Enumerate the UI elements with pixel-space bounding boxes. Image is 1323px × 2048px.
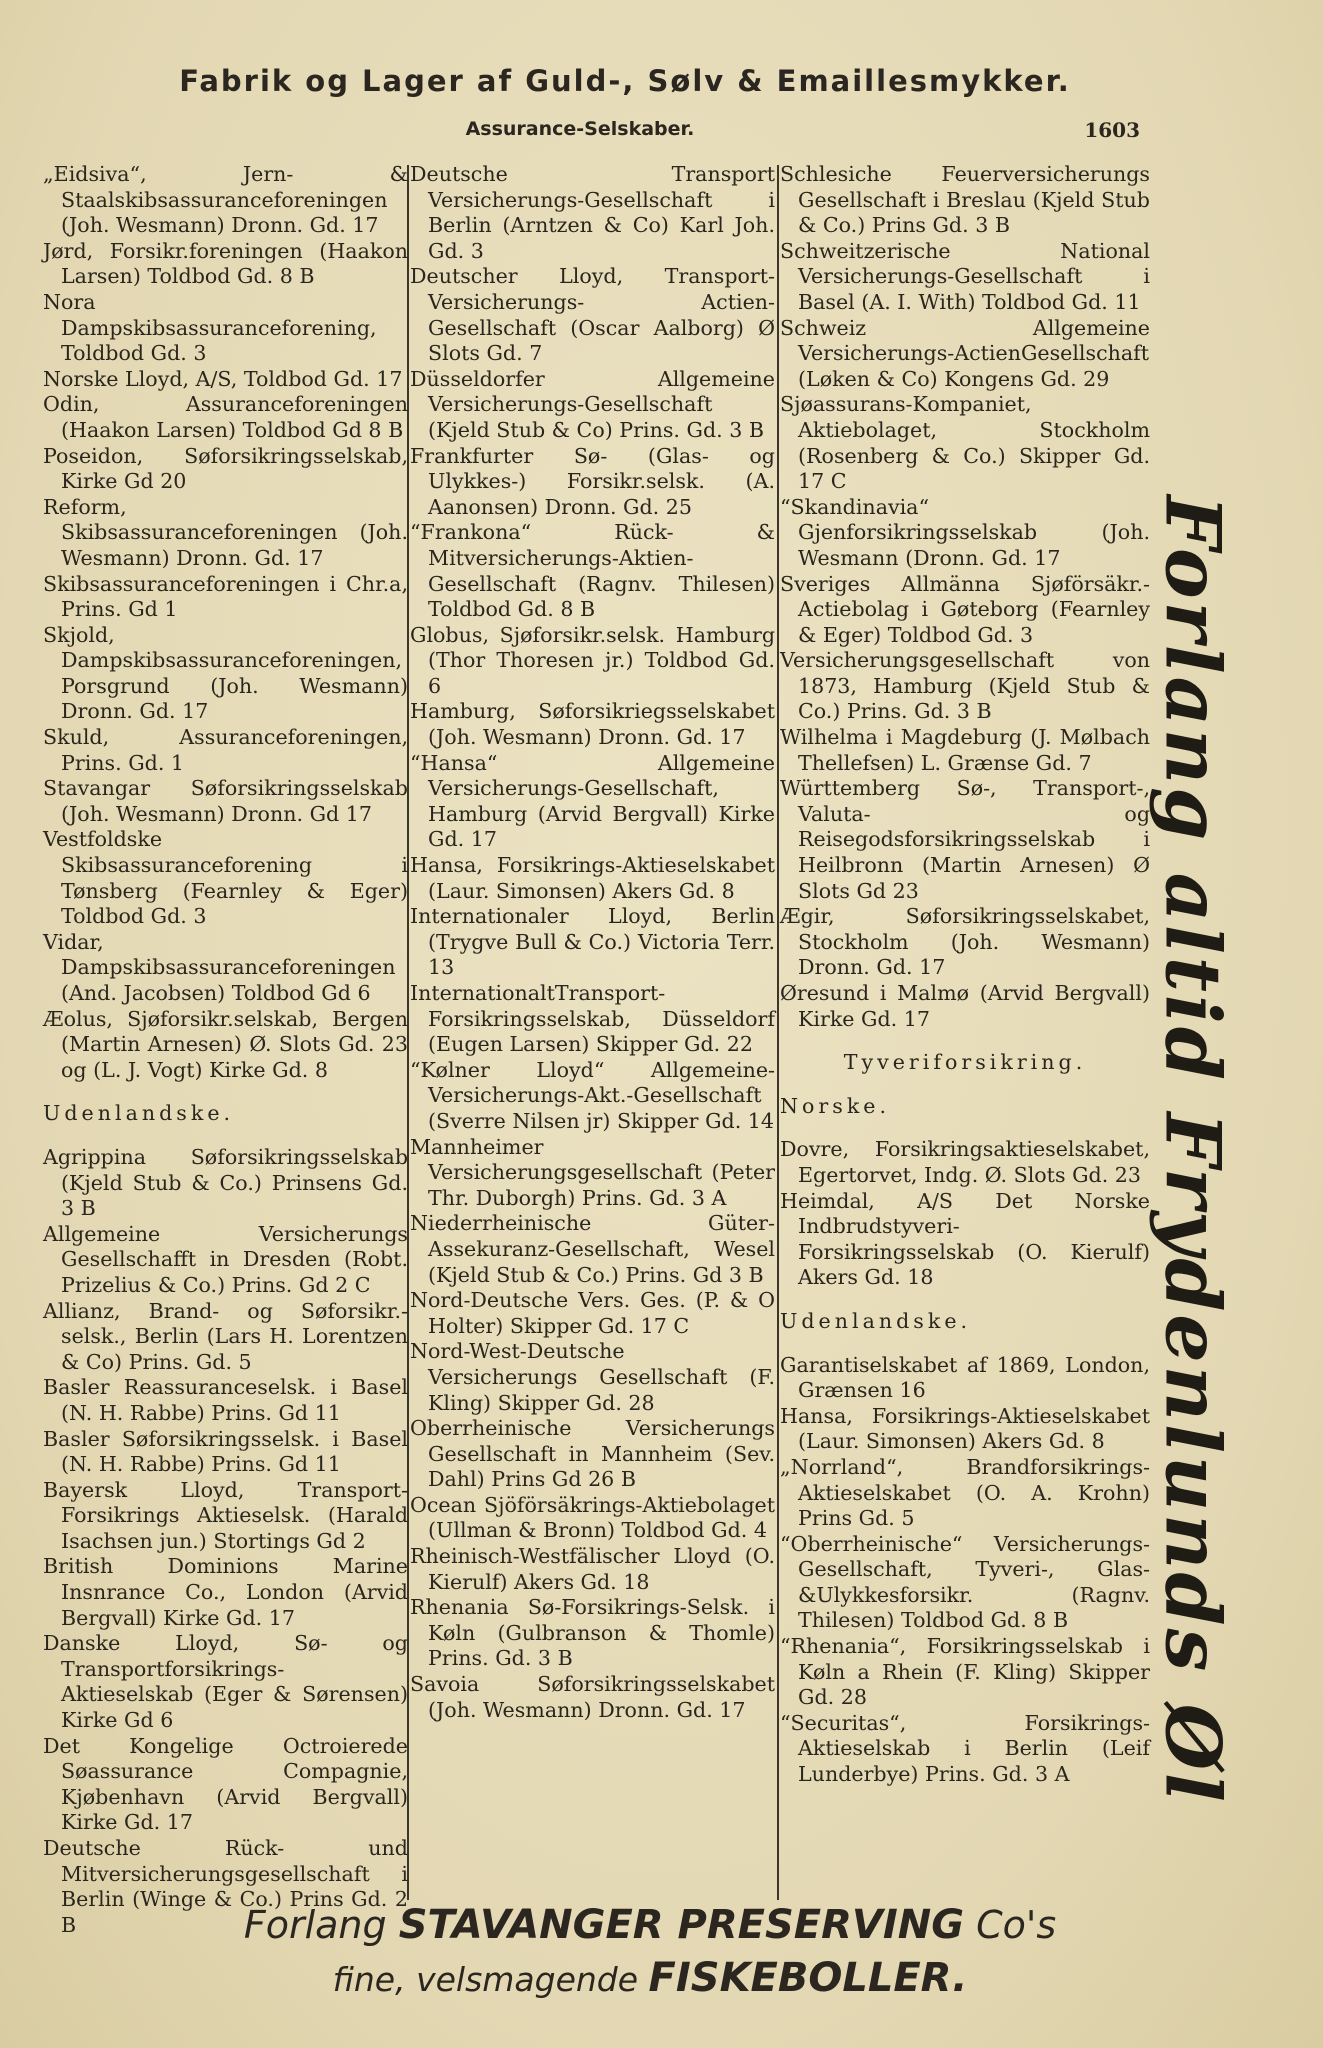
directory-column-2: [410, 162, 775, 1723]
directory-entry: “Skandinavia“ Gjenforsikringsselskab (Joh. Wesmann (Dronn. Gd. 17: [780, 494, 1150, 570]
directory-entry: Danske Lloyd, Sø- og Transportforsikrings-Aktieselskab (Eger & Sørensen) Kirke Gd 6: [43, 1631, 408, 1733]
directory-entry: Heimdal, A/S Det Norske Indbrudstyveri-Forsikringsselskab (O. Kierulf) Akers Gd. 18: [780, 1188, 1150, 1290]
directory-entry: Jørd, Forsikr.foreningen (Haakon Larsen) Toldbod Gd. 8 B: [43, 238, 408, 289]
directory-entry: Mannheimer Versicherungsgesellschaft (Peter Thr. Duborgh) Prins. Gd. 3 A: [410, 1134, 775, 1210]
directory-entry: Øresund i Malmø (Arvid Bergvall) Kirke Gd. 17: [780, 981, 1150, 1031]
directory-entry: “Kølner Lloyd“ Allgemeine-Versicherungs-Akt.-Gesellschaft (Sverre Nilsen jr) Skipper Gd. 14: [410, 1057, 775, 1133]
directory-entry: Schweitzerische National Versicherungs-Gesellschaft i Basel (A. I. With) Toldbod Gd. 11: [780, 238, 1150, 314]
page-number: 1603: [1084, 118, 1140, 142]
directory-entry: Ocean Sjöförsäkrings-Aktiebolaget (Ullman & Bronn) Toldbod Gd. 4: [410, 1492, 775, 1543]
directory-entry: Æolus, Sjøforsikr.selskab, Bergen (Martin Arnesen) Ø. Slots Gd. 23 og (L. J. Vogt) Kirke Gd. 8: [43, 1006, 408, 1082]
directory-entry: Skjold, Dampskibsassuranceforeningen, Porsgrund (Joh. Wesmann) Dronn. Gd. 17: [43, 622, 408, 724]
directory-entry: Düsseldorfer Allgemeine Versicherungs-Gesellschaft (Kjeld Stub & Co) Prins. Gd. 3 B: [410, 366, 775, 442]
bottom-ad-prefix: Forlang: [243, 1903, 399, 1947]
directory-column-3: [780, 162, 1150, 1788]
bottom-ad-suffix: Co's: [964, 1903, 1057, 1947]
directory-entry: Stavangar Søforsikringsselskab (Joh. Wesmann) Dronn. Gd 17: [43, 776, 408, 826]
directory-entry: Bayersk Lloyd, Transport-Forsikrings Aktieselsk. (Harald Isachsen jun.) Stortings Gd 2: [43, 1477, 408, 1553]
directory-entry: Vestfoldske Skibsassuranceforening i Tønsberg (Fearnley & Eger) Toldbod Gd. 3: [43, 827, 408, 929]
directory-entry: Garantiselskabet af 1869, London, Grænsen 16: [780, 1352, 1150, 1403]
directory-entry: Schweiz Allgemeine Versicherungs-ActienGesellschaft (Løken & Co) Kongens Gd. 29: [780, 315, 1150, 391]
directory-entry: Skibsassuranceforeningen i Chr.a, Prins. Gd 1: [43, 571, 408, 622]
bottom-advertisement-line-1: [150, 1902, 1150, 1948]
directory-column-1: [43, 162, 408, 1938]
top-banner-advertisement: Fabrik og Lager af Guld-, Sølv & Emaillesmykker.: [179, 64, 1071, 98]
directory-entry: Allgemeine Versicherungs Gesellschafft in Dresden (Robt. Prizelius & Co.) Prins. Gd 2 C: [43, 1221, 408, 1297]
directory-entry: British Dominions Marine Insnrance Co., London (Arvid Bergvall) Kirke Gd. 17: [43, 1554, 408, 1630]
subsection-heading: Norske.: [780, 1093, 891, 1118]
side-advertisement: [1138, 490, 1248, 1810]
directory-entry: Poseidon, Søforsikringsselskab, Kirke Gd 20: [43, 443, 408, 494]
directory-entry: Vidar, Dampskibsassuranceforeningen (And. Jacobsen) Toldbod Gd 6: [43, 929, 396, 1005]
directory-entry: “Oberrheinische“ Versicherungs-Gesellschaft, Tyveri-, Glas-&Ulykkesforsikr. (Ragnv. Thilesen) Toldbod Gd. 8 B: [780, 1531, 1150, 1633]
directory-entry: Nord-West-Deutsche Versicherungs Gesellschaft (F. Kling) Skipper Gd. 28: [410, 1339, 775, 1415]
directory-entry: Versicherungsgesellschaft von 1873, Hamburg (Kjeld Stub & Co.) Prins. Gd. 3 B: [780, 648, 1150, 724]
directory-entry: “Rhenania“, Forsikringsselskab i Køln a Rhein (F. Kling) Skipper Gd. 28: [780, 1634, 1150, 1710]
directory-entry: Deutsche Transport Versicherungs-Gesellschaft i Berlin (Arntzen & Co) Karl Joh. Gd. 3: [410, 162, 775, 263]
directory-entry: Deutscher Lloyd, Transport-Versicherungs- Actien-Gesellschaft (Oscar Aalborg) Ø Slots Gd. 7: [410, 264, 775, 366]
directory-entry: “Frankona“ Rück- & Mitversicherungs-Aktien-Gesellschaft (Ragnv. Thilesen) Toldbod Gd. 8 B: [410, 520, 775, 622]
directory-entry: Globus, Sjøforsikr.selsk. Hamburg (Thor Thoresen jr.) Toldbod Gd. 6: [410, 622, 775, 698]
directory-entry: Niederrheinische Güter-Assekuranz-Gesellschaft, Wesel (Kjeld Stub & Co.) Prins. Gd 3 B: [410, 1211, 775, 1287]
directory-entry: Wilhelma i Magdeburg (J. Mølbach Thellefsen) L. Grænse Gd. 7: [780, 725, 1150, 775]
subsection-heading: Udenlandske.: [43, 1101, 235, 1126]
directory-entry: Ægir, Søforsikringsselskabet, Stockholm (Joh. Wesmann) Dronn. Gd. 17: [780, 904, 1150, 980]
directory-entry: Savoia Søforsikringsselskabet (Joh. Wesmann) Dronn. Gd. 17: [410, 1672, 775, 1722]
directory-entry: Basler Søforsikringsselsk. i Basel (N. H. Rabbe) Prins. Gd 11: [43, 1426, 408, 1477]
column-divider: [777, 165, 779, 1900]
bottom-ad-prefix: fine, velsmagende: [332, 1960, 649, 1999]
directory-entry: Hansa, Forsikrings-Aktieselskabet (Laur. Simonsen) Akers Gd. 8: [780, 1403, 1150, 1454]
directory-entry: Basler Reassuranceselsk. i Basel (N. H. Rabbe) Prins. Gd 11: [43, 1375, 408, 1425]
directory-entry: Dovre, Forsikringsaktieselskabet, Egertorvet, Indg. Ø. Slots Gd. 23: [780, 1137, 1150, 1187]
bottom-ad-product: FISKEBOLLER.: [648, 1955, 968, 2001]
directory-entry: Allianz, Brand- og Søforsikr.-selsk., Berlin (Lars H. Lorentzen & Co) Prins. Gd. 5: [43, 1298, 408, 1374]
directory-entry: „Norrland“, Brandforsikrings-Aktieselskabet (O. A. Krohn) Prins Gd. 5: [780, 1454, 1150, 1531]
directory-entry: Sjøassurans-Kompaniet, Aktiebolaget, Stockholm (Rosenberg & Co.) Skipper Gd. 17 C: [780, 392, 1150, 494]
directory-entry: “Securitas“, Forsikrings-Aktieselskab i Berlin (Leif Lunderbye) Prins. Gd. 3 A: [780, 1710, 1150, 1787]
directory-entry: Sveriges Allmänna Sjøförsäkr.-Actiebolag i Gøteborg (Fearnley & Eger) Toldbod Gd. 3: [780, 571, 1150, 647]
subsection-heading: Udenlandske.: [780, 1308, 972, 1333]
directory-entry: InternationaltTransport-Forsikringsselskab, Düsseldorf (Eugen Larsen) Skipper Gd. 22: [410, 981, 775, 1057]
directory-entry: Rhenania Sø-Forsikrings-Selsk. i Køln (Gulbranson & Thomle) Prins. Gd. 3 B: [410, 1595, 775, 1671]
directory-entry: Frankfurter Sø- (Glas- og Ulykkes-) Forsikr.selsk. (A. Aanonsen) Dronn. Gd. 25: [410, 443, 775, 519]
directory-entry: Nora Dampskibsassuranceforening, Toldbod Gd. 3: [43, 289, 377, 366]
directory-entry: Skuld, Assuranceforeningen, Prins. Gd. 1: [43, 725, 408, 775]
subsection-heading: Tyveriforsikring.: [843, 1050, 1087, 1075]
directory-entry: Agrippina Søforsikringsselskab (Kjeld Stub & Co.) Prinsens Gd. 3 B: [43, 1144, 408, 1221]
directory-entry: Nord-Deutsche Vers. Ges. (P. & O Holter) Skipper Gd. 17 C: [410, 1288, 775, 1338]
section-title: Assurance-Selskaber.: [465, 118, 695, 140]
directory-entry: Deutsche Rück- und Mitversicherungsgesellschaft i Berlin (Winge & Co.) Prins Gd. 2 B: [43, 1836, 408, 1937]
directory-entry: “Hansa“ Allgemeine Versicherungs-Gesellschaft, Hamburg (Arvid Bergvall) Kirke Gd. 17: [410, 750, 775, 852]
directory-entry: Schlesiche Feuerversicherungs Gesellschaft i Breslau (Kjeld Stub & Co.) Prins Gd. 3 B: [780, 162, 1150, 238]
directory-entry: Oberrheinische Versicherungs Gesellschaft in Mannheim (Sev. Dahl) Prins Gd 26 B: [410, 1416, 775, 1492]
bottom-advertisement-line-2: [150, 1955, 1150, 2001]
directory-entry: Reform, Skibsassuranceforeningen (Joh. Wesmann) Dronn. Gd. 17: [43, 494, 408, 570]
directory-entry: „Eidsiva“, Jern- & Staalskibsassuranceforeningen (Joh. Wesmann) Dronn. Gd. 17: [43, 162, 408, 238]
bottom-ad-brand: STAVANGER PRESERVING: [398, 1902, 965, 1948]
directory-entry: Norske Lloyd, A/S, Toldbod Gd. 17: [43, 366, 403, 391]
directory-entry: Det Kongelige Octroierede Søassurance Compagnie, Kjøbenhavn (Arvid Bergvall) Kirke Gd. 17: [43, 1733, 408, 1835]
directory-entry: Hansa, Forsikrings-Aktieselskabet (Laur. Simonsen) Akers Gd. 8: [410, 853, 775, 903]
directory-entry: Internationaler Lloyd, Berlin (Trygve Bull & Co.) Victoria Terr. 13: [410, 904, 775, 980]
directory-entry: Hamburg, Søforsikriegsselskabet (Joh. Wesmann) Dronn. Gd. 17: [410, 699, 775, 750]
side-advertisement-text: Forlang altid Frydenlunds Øl: [1148, 495, 1238, 1805]
directory-entry: Württemberg Sø-, Transport-, Valuta- og Reisegodsforsikringsselskab i Heilbronn (Martin Arnesen) Ø Slots Gd 23: [780, 776, 1150, 903]
directory-entry: Rheinisch-Westfälischer Lloyd (O. Kierulf) Akers Gd. 18: [410, 1544, 775, 1594]
directory-entry: Odin, Assuranceforeningen (Haakon Larsen) Toldbod Gd 8 B: [43, 392, 408, 442]
